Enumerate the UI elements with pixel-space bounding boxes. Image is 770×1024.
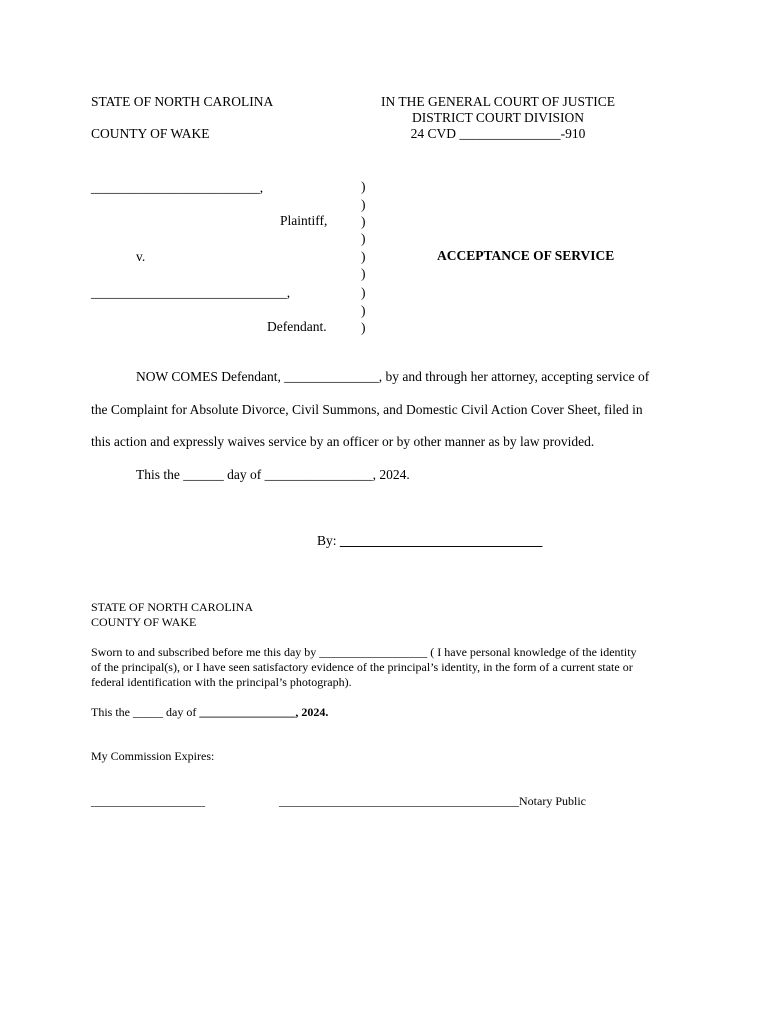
notary-sworn-line-2: of the principal(s), or I have seen satisfactory evidence of the principal’s identity, in the form of a current state or [91,660,633,674]
caption-paren: ) [361,214,366,229]
signature-blank: ______________________________ [339,533,543,548]
notary-date-prefix: This the _____ day of [91,705,200,719]
notary-sworn-line-1: Sworn to and subscribed before me this day by __________________ ( I have personal knowledge of the identity [91,645,637,659]
caption-paren: ) [361,179,366,194]
caption-paren: ) [361,266,366,281]
notary-state: STATE OF NORTH CAROLINA [91,600,253,614]
defendant-name-blank: _____________________________, [91,285,291,300]
caption-county: COUNTY OF WAKE [91,126,210,141]
body-line-2: the Complaint for Absolute Divorce, Civil Summons, and Domestic Civil Action Cover Sheet, filed in [91,402,643,417]
notary-county: COUNTY OF WAKE [91,615,197,629]
defendant-label: Defendant. [267,319,327,334]
court-name-line2: DISTRICT COURT DIVISION [412,110,584,125]
versus-label: v. [136,249,146,264]
caption-paren: ) [361,303,366,318]
court-name-line1: IN THE GENERAL COURT OF JUSTICE [380,94,616,109]
caption-state: STATE OF NORTH CAROLINA [91,94,274,109]
notary-date-suffix: ________________, 2024. [199,705,329,719]
acceptance-date-line: This the ______ day of ________________, 2024. [136,467,410,482]
signature-line [317,533,542,549]
caption-paren: ) [361,320,366,335]
plaintiff-name-blank: _________________________, [91,180,264,195]
caption-paren: ) [361,197,366,212]
by-label: By: [317,533,337,548]
commission-expires: My Commission Expires: [91,749,215,763]
body-line-3: this action and expressly waives service by an officer or by other manner as by law provided. [91,434,595,449]
plaintiff-label: Plaintiff, [280,213,328,228]
commission-date-blank: ___________________ [91,794,205,808]
body-line-1: NOW COMES Defendant, ______________, by and through her attorney, accepting service of [136,369,650,384]
document-title: ACCEPTANCE OF SERVICE [437,248,615,263]
notary-sworn-line-3: federal identification with the principal’s photograph). [91,675,352,689]
case-number: 24 CVD _______________-910 [410,126,586,141]
notary-signature-line: ________________________________________Notary Public [279,794,586,808]
caption-paren: ) [361,285,366,300]
notary-date-line [91,705,328,720]
caption-paren: ) [361,249,366,264]
caption-paren: ) [361,231,366,246]
